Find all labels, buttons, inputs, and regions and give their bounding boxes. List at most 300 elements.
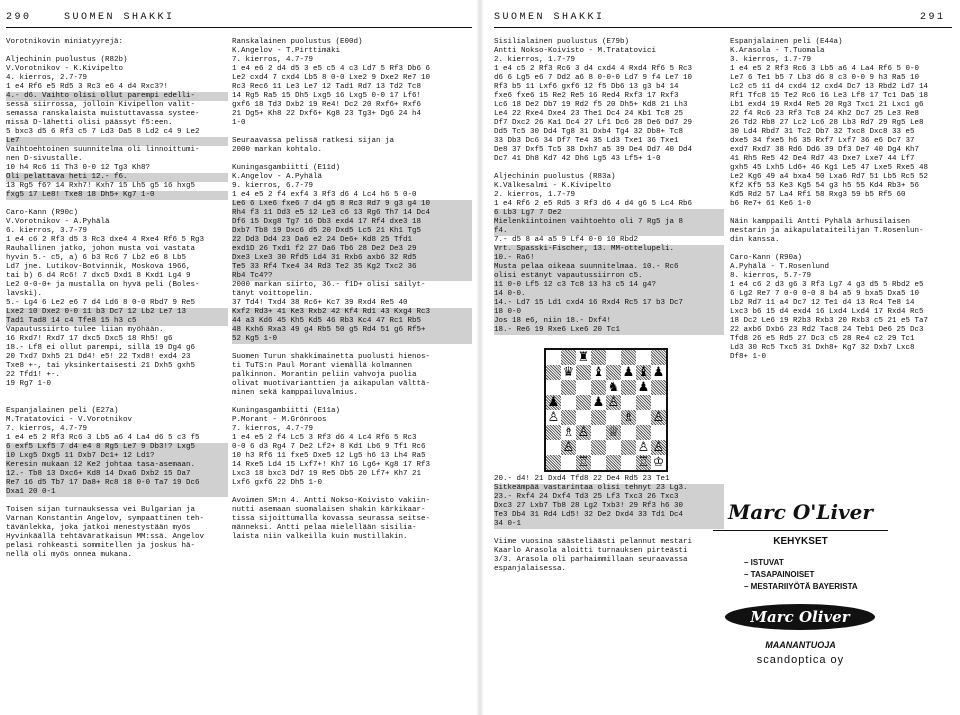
text-line: Seuraavassa pelissä ratkesi sijan ja — [232, 137, 395, 145]
board-square — [636, 410, 651, 425]
paragraph-gap — [6, 200, 228, 209]
text-line: Lxe2 10 Dxe2 0-0 11 b3 Dc7 12 Lb2 Le7 13 — [6, 308, 228, 317]
ad-logo: Marc O'Liver — [728, 500, 873, 524]
text-line: 23.- Rxf4 24 Dxf4 Td3 25 Lf3 Txc3 26 Txc3 — [494, 493, 724, 502]
board-square — [591, 395, 606, 410]
text-line: Dxc3 27 Lxb7 Tb8 28 Lg2 Txb3! 29 Rf3 h6 30 — [494, 502, 724, 511]
text-line: Df6 15 Dxg8 Tg7 16 Db3 exd4 17 Rf4 dxe3 18 — [232, 218, 472, 227]
text-line: 2. kierros, 1.7-79 — [494, 56, 576, 64]
text-line: Te3 Db4 31 Rd4 Ld5! 32 De2 Dxd4 33 Td1 Dc4 — [494, 511, 724, 520]
text-line: 5 bxc3 d5 6 Rf3 c5 7 Ld3 Da5 8 Ld2 c4 9 Le2 — [6, 128, 200, 136]
board-square — [651, 440, 666, 455]
board-square — [546, 440, 561, 455]
paragraph-gap — [232, 155, 472, 164]
text-line: nellä oli myös onnea mukana. — [6, 551, 133, 559]
text-line: P.Morant - M.Grönroos — [232, 416, 327, 424]
board-square — [576, 440, 591, 455]
paragraph-gap — [232, 128, 472, 137]
chess-piece: ♝ — [637, 365, 650, 380]
text-line: Vrt. Spasski-Fischer, 13. MM-ottelupeli. — [494, 245, 724, 254]
article-column-1 — [6, 38, 228, 560]
text-line: De8 37 Dxf5 Tc5 38 Dxh7 a5 39 De4 Dd7 40 Dd4 — [494, 146, 693, 154]
board-square — [636, 440, 651, 455]
text-line: Le7 — [6, 137, 228, 146]
text-line: männeksi. Antti pelaa mielellään sisilia- — [232, 524, 417, 532]
text-line: exd7 Rxd7 38 Rd6 Dd6 39 Df3 De7 40 Dg4 Kh7 — [730, 146, 920, 154]
ad-oval-logo: Marc Oliver — [725, 604, 875, 630]
board-square — [576, 395, 591, 410]
text-line: b6 Re7+ 61 Ke6 1-0 — [730, 200, 812, 208]
text-line: Antti Nokso-Koivisto - M.Tratatovici — [494, 47, 657, 55]
board-square — [606, 380, 621, 395]
board-square — [606, 365, 621, 380]
board-square — [606, 425, 621, 440]
text-line: 1 e4 e5 2 f4 exf4 3 Rf3 d6 4 Lc4 h6 5 0-0 — [232, 191, 417, 199]
text-line: fxg5 17 Le8! Txe8 18 Dh5+ Kg7 1-0 — [6, 191, 228, 200]
text-line: Vapautussiirto tulee liian myöhään. — [6, 326, 164, 334]
paragraph-gap — [494, 529, 724, 538]
text-line: 2000 markan kohtalo. — [232, 146, 323, 154]
text-line: sessä siirrossa, jolloin Kivipellon valit- — [6, 101, 196, 109]
text-line: Toisen sijan turnauksessa vei Bulgarian ja — [6, 506, 196, 514]
text-line: tissa sijoittumalla kovassa seurassa seitse- — [232, 515, 431, 523]
board-square — [576, 455, 591, 470]
paragraph-gap — [6, 398, 228, 407]
text-line: 3. kierros, 1.7-79 — [730, 56, 812, 64]
text-line: semassa ranskalaista muistuttavassa systee- — [6, 110, 200, 118]
text-line: Rh4 f3 11 Dd3 e5 12 Le3 c6 13 Rg6 Th7 14 Dc4 — [232, 209, 472, 218]
text-line: 4.- d6. Vaihto olisi ollut parempi edelli- — [6, 92, 228, 101]
text-line: 2. kierros, 1.7-79 — [494, 191, 576, 199]
chess-piece: ♔ — [652, 455, 665, 470]
board-square — [636, 365, 651, 380]
text-line: 1 e4 c6 2 Rf3 d5 3 Rc3 dxe4 4 Rxe4 Rf6 5 Rg3 — [6, 236, 205, 244]
chess-piece: ♟ — [637, 380, 650, 395]
text-line: 10 Lxg5 Dxg5 11 Dxb7 Dc1+ 12 Ld1? — [6, 452, 228, 461]
board-square — [561, 425, 576, 440]
text-line: Le2 cxd4 7 cxd4 Lb5 8 0-0 Lxe2 9 Dxe2 Re7 10 — [232, 74, 431, 82]
chess-piece: ♙ — [637, 440, 650, 455]
text-line: 14 0-0. — [494, 290, 724, 299]
text-line: Musta pelaa oikeaa suunnitelmaa. 10.- Rc6 — [494, 263, 724, 272]
text-line: Ld3 30 Rc5 Txc5 31 Dxh8+ Kg7 32 Dxb7 Lxc8 — [730, 344, 915, 352]
text-line: 34 0-1 — [494, 520, 724, 529]
text-line: 10 h4 Rc6 11 Th3 0-0 12 Tg3 Kh8? — [6, 164, 151, 172]
text-line: 8. kierros, 5.7-79 — [730, 272, 812, 280]
paragraph-gap — [6, 497, 228, 506]
text-line: 16 Rxd7! Rxd7 17 dxc5 Dxc5 18 Rh5! g6 — [6, 335, 173, 343]
text-line: Te5 33 Rf4 Txe4 34 Rd3 Te2 35 Kg2 Txc2 36 — [232, 263, 472, 272]
board-square — [561, 395, 576, 410]
text-line: 6 Lg2 Re7 7 0-0 0-0 8 b4 a5 9 bxa5 Dxa5 10 — [730, 290, 920, 298]
text-line: Jos 18 e6, niin 18.- Dxf4! — [494, 317, 724, 326]
text-line: Rf1 Tfc8 15 Te2 Rc6 16 Le3 Lf8 17 Tc1 Da5 18 — [730, 92, 929, 100]
text-line: 2000 markan siirto, 36.- f1D+ olisi säilyt- — [232, 281, 426, 289]
text-line: 37 Td4! Txd4 38 Rc6+ Kc7 39 Rxd4 Re5 40 — [232, 299, 408, 307]
text-line: mestarin ja aikapulataiteilijan T.Rosenlun- — [730, 227, 924, 235]
text-line: 7. kierros, 4.7-79 — [6, 425, 88, 433]
chess-piece: ♙ — [607, 395, 620, 410]
text-line: A.Pyhälä - T.Rosenlund — [730, 263, 830, 271]
text-line: K.Välkesalmi - K.Kivipelto — [494, 182, 612, 190]
board-square — [591, 365, 606, 380]
text-line: 1 e4 c5 2 Rf3 Rc6 3 d4 cxd4 4 Rxd4 Rf6 5 Rc3 — [494, 65, 693, 73]
text-line: Lxf6 gxf6 22 Dh5 1-0 — [232, 479, 323, 487]
text-line: M.Tratatovici - V.Vorotnikov — [6, 416, 133, 424]
chess-piece: ♟ — [547, 395, 560, 410]
text-line: 1 e4 e5 2 Rf3 Rc6 3 Lb5 a6 4 La4 d6 5 c3 f5 — [6, 434, 200, 442]
board-square — [546, 395, 561, 410]
board-square — [621, 440, 636, 455]
board-square — [591, 380, 606, 395]
board-square — [651, 380, 666, 395]
text-line: olivat muotivarianttien ja aikapulan välttä- — [232, 380, 431, 388]
text-line: 4. kierros, 2.7-79 — [6, 74, 88, 82]
text-line: Le2 Kg6 49 a4 bxa4 50 Lxa6 Rd7 51 Lb5 Rc5 52 — [730, 173, 929, 181]
text-line: Ld7 jne. Lutikov-Botvinnik, Moskova 1966, — [6, 263, 191, 271]
chess-piece: ♙ — [652, 440, 665, 455]
left-page-number: 290 — [6, 12, 32, 23]
text-line: 0-0 6 d3 Rg4 7 De2 Lf2+ 8 Kd1 Lb6 9 Tf1 Rc6 — [232, 443, 426, 451]
text-line: espanjalaisessa. — [494, 565, 567, 573]
text-line: Hyvinkäällä tehtäväratkaisun MM:ssä. Angelov — [6, 533, 205, 541]
board-square — [651, 425, 666, 440]
text-line: Le6 6 Lxe6 fxe6 7 d4 g5 8 Rc3 Rd7 9 g3 g4 10 — [232, 200, 472, 209]
ad-importer-name: scandoptica oy — [756, 654, 845, 666]
text-line: 44 a3 Kd6 45 Kh5 Kd5 46 Rb3 Kc4 47 Rc1 Rb5 — [232, 317, 472, 326]
text-line: hyvin 5.- c5, a) 6 b3 Rc6 7 Lb2 e6 8 Lb5 — [6, 254, 187, 262]
text-line: Lb1 exd4 19 Rxd4 Re5 20 Rg3 Txc1 21 Lxc1 g6 — [730, 101, 924, 109]
text-line: ti TuTS:n Paul Morant viemällä kolmannen — [232, 362, 413, 370]
paragraph-gap — [6, 47, 228, 56]
chess-piece: ♙ — [577, 425, 590, 440]
text-line: Le2 0-0-0+ ja mustalla on hyvä peli (Boles- — [6, 281, 200, 289]
board-square — [591, 455, 606, 470]
text-line: Tad1 Tad8 14 c4 Tfe8 15 h3 c5 — [6, 317, 228, 326]
text-line: 1 e4 e5 2 Rf3 Rc6 3 Lb5 a6 4 La4 Rf6 5 0-0 — [730, 65, 920, 73]
board-square — [591, 350, 606, 365]
text-line: K.Angelov - T.Pirttimäki — [232, 47, 341, 55]
text-line: Rc3 Rec6 11 Le3 Le7 12 Tad1 Rd7 13 Td2 Tc8 — [232, 83, 422, 91]
left-header-rule — [6, 27, 472, 28]
text-line: Caro-Kann (R90c) — [6, 209, 79, 217]
marc-oliver-advertisement — [708, 500, 893, 690]
text-line: 1 e4 c6 2 d3 g6 3 Rf3 Lg7 4 g3 d5 5 Rbd2 e5 — [730, 281, 924, 289]
text-line: Keresin mukaan 12 Ke2 johtaa tasa-asemaan. — [6, 461, 228, 470]
text-line: 26 Td2 Rb8 27 Lc2 Lc6 28 Lb3 Rd7 29 Rg5 Le8 — [730, 119, 924, 127]
text-line: f4. — [494, 227, 724, 236]
right-header-rule — [494, 27, 952, 28]
chess-piece: ♝ — [592, 365, 605, 380]
text-line: 1-0 — [232, 119, 246, 127]
paragraph-gap — [232, 398, 472, 407]
board-square — [621, 350, 636, 365]
board-square — [546, 410, 561, 425]
text-line: K.Arasola - T.Tuomala — [730, 47, 825, 55]
text-line: Df8+ 1-0 — [730, 353, 767, 361]
text-line: Dd5 Tc5 30 Dd4 Tg8 31 Dxb4 Tg4 32 Db8+ Tc8 — [494, 128, 684, 136]
text-line: Dc7 41 Dh8 Kd7 42 Dh6 Lg5 43 Lf5+ 1-0 — [494, 155, 661, 163]
chess-piece: ♖ — [637, 455, 650, 470]
text-line: Tfd8 26 e5 Rd5 27 Dc3 c5 28 Re4 c2 29 Tc1 — [730, 335, 915, 343]
text-line: 20.- d4! 21 Dxd4 Tfd8 22 De4 Rd5 23 Te1 — [494, 475, 670, 483]
text-line: Rf3 b5 11 Lxf6 gxf6 12 f5 Db6 13 g3 b4 14 — [494, 83, 679, 91]
board-square — [651, 365, 666, 380]
text-line: Le7 6 Te1 b5 7 Lb3 d6 8 c3 0-0 9 h3 Ra5 10 — [730, 74, 920, 82]
board-square — [621, 410, 636, 425]
text-line: Espanjalainen peli (E44a) — [730, 38, 843, 46]
chess-piece: ♟ — [622, 365, 635, 380]
text-line: Varnan Konstantin Angelov, sympaattinen teh- — [6, 515, 205, 523]
text-line: tänyt voittopelin. — [232, 290, 314, 298]
paragraph-gap — [6, 389, 228, 398]
chess-piece: ♙ — [547, 410, 560, 425]
text-line: fxe6 fxe6 15 Re2 Re5 16 Red4 Rxf3 17 Rxf3 — [494, 92, 679, 100]
text-line: Avoimen SM:n 4. Antti Nokso-Koivisto vakiin- — [232, 497, 431, 505]
paragraph-gap — [232, 344, 472, 353]
chess-piece: ♙ — [562, 440, 575, 455]
text-line: 14 Rg5 Ra5 15 Dh5 Lxg5 16 Lxg5 0-0 17 Lf6! — [232, 92, 422, 100]
board-square — [621, 455, 636, 470]
text-line: Lxc3 18 bxc3 Dd7 19 Re5 Db5 20 Lf7+ Kh7 21 — [232, 470, 422, 478]
text-line: 12.- Tb8 13 Dxc6+ Kd8 14 Dxa6 Dxb2 15 Da7 — [6, 470, 228, 479]
board-square — [546, 350, 561, 365]
board-square — [546, 380, 561, 395]
text-line: Aljechinin puolustus (R83a) — [494, 173, 616, 181]
text-line: tävänlekka, joka jatkoi menestystään myös — [6, 524, 191, 532]
text-line: din kanssa. — [730, 236, 780, 244]
board-square — [621, 425, 636, 440]
chess-piece: ♟ — [592, 395, 605, 410]
article-column-3-top — [494, 38, 724, 335]
text-line: 14.- Ld7 15 Ld1 cxd4 16 Rxd4 Rc5 17 b3 Dc7 — [494, 299, 724, 308]
text-line: pelasi rohkeasti sommitellen ja joskus hä- — [6, 542, 196, 550]
text-line: Txe8 +-, tai yksinkertaisesti 21 Dxh5 gxh5 — [6, 362, 196, 370]
text-line: nutti asemaan suomalaisen shakin kärkikaar- — [232, 506, 426, 514]
ad-bullet: – MESTARIIYÖTÄ BAYERISTA — [744, 582, 858, 591]
chess-piece: ♕ — [607, 425, 620, 440]
text-line: palkinnon. Morantin peliin vahvoja puolia — [232, 371, 417, 379]
text-line: Lxc3 b6 15 d4 exd4 16 Lxd4 Lxd4 17 Rxd4 Rc5 — [730, 308, 924, 316]
text-line: 3/3. Arasola oli parhaimmillaan seuraavassa — [494, 556, 688, 564]
text-line: Lb2 Rd7 11 a4 Dc7 12 Te1 d4 13 Rc4 Te8 14 — [730, 299, 915, 307]
paragraph-gap — [730, 209, 955, 218]
text-line: Vaihtoehtoinen suunnitelma oli linnoittumi- — [6, 146, 200, 154]
text-line: 10.- Ra6! — [494, 254, 724, 263]
board-square — [606, 455, 621, 470]
text-line: tai b) 6 d4 Rc6! 7 dxc5 Dxd1 8 Kxd1 Lg4 9 — [6, 272, 191, 280]
ad-bullet: – ISTUVAT — [744, 558, 784, 567]
chess-diagram — [544, 348, 668, 472]
text-line: Suomen Turun shakkimainetta puolusti hienos- — [232, 353, 431, 361]
paragraph-gap — [232, 488, 472, 497]
text-line: 20 Txd7 Dxh5 21 Dd4! e5! 22 Txd8! exd4 23 — [6, 353, 191, 361]
right-page-number: 291 — [920, 12, 946, 23]
board-square — [621, 380, 636, 395]
board-square — [606, 395, 621, 410]
board-square — [561, 410, 576, 425]
board-square — [636, 425, 651, 440]
text-line: Aljechinin puolustus (R82b) — [6, 56, 128, 64]
board-square — [576, 365, 591, 380]
text-line: 22 f4 Rc6 23 Rf3 Tc8 24 Kh2 Dc7 25 Le3 Re8 — [730, 110, 920, 118]
text-line: lavski). — [6, 290, 43, 298]
text-line: 1 e4 Rf6 2 e5 Rd5 3 Rf3 d6 4 d4 g6 5 Lc4 Rb6 — [494, 200, 693, 208]
text-line: Kd5 Rd2 57 La4 Rf1 58 Rxg3 59 b5 Rf5 60 — [730, 191, 906, 199]
text-line: Ranskalainen puolustus (E00d) — [232, 38, 363, 46]
text-line: 30 Ld4 Rbd7 31 Tc2 Db7 32 Txc8 Dxc8 33 e5 — [730, 128, 915, 136]
board-square — [636, 395, 651, 410]
board-square — [636, 380, 651, 395]
text-line: nen D-sivustalle. — [6, 155, 83, 163]
chess-piece: ♙ — [652, 410, 665, 425]
ad-title: KEHYKSET — [773, 536, 828, 547]
text-line: Re7 16 d5 Tb7 17 Da8+ Rc8 18 0-0 Ta7 19 Dc6 — [6, 479, 228, 488]
board-square — [636, 350, 651, 365]
text-line: Vorotnikovin miniatyyrejä: — [6, 38, 124, 46]
board-square — [576, 410, 591, 425]
text-line: exd1D 26 Txd1 f2 27 Da6 Tb6 28 De2 De3 29 — [232, 245, 472, 254]
board-square — [576, 425, 591, 440]
text-line: missä D-lähetti olisi päässyt f5:een. — [6, 119, 173, 127]
board-square — [561, 350, 576, 365]
text-line: 14 Rxe5 Ld4 15 Lxf7+! Kh7 16 Lg6+ Kg8 17 Rf3 — [232, 461, 431, 469]
text-line: Sisilialainen puolustus (E79b) — [494, 38, 630, 46]
text-line: 7. kierros, 4.7-79 — [232, 56, 314, 64]
board-square — [621, 365, 636, 380]
board-square — [561, 365, 576, 380]
board-square — [606, 440, 621, 455]
text-line: 5.- Lg4 6 Le2 e6 7 d4 Ld6 8 0-0 Rbd7 9 Re5 — [6, 299, 196, 307]
board-square — [576, 350, 591, 365]
board-square — [651, 455, 666, 470]
text-line: Caro-Kann (R90a) — [730, 254, 803, 262]
chess-piece: ♖ — [577, 455, 590, 470]
text-line: 9. kierros, 6.7-79 — [232, 182, 314, 190]
text-line: 19 Rg7 1-0 — [6, 380, 52, 388]
board-square — [606, 410, 621, 425]
text-line: Kuningasgambiitti (E11a) — [232, 407, 341, 415]
text-line: 22 Tfd1! +-. — [6, 371, 61, 379]
text-line: Oli pelattava heti 12.- f6. — [6, 173, 228, 182]
paragraph-gap — [730, 245, 955, 254]
chess-piece: ♟ — [652, 365, 665, 380]
text-line: Dxe3 Lxe3 30 Rfd5 Ld4 31 Rxb6 axb6 32 Rd5 — [232, 254, 472, 263]
board-square — [591, 440, 606, 455]
text-line: Espanjalainen peli (E27a) — [6, 407, 119, 415]
chess-piece: ♛ — [562, 365, 575, 380]
text-line: 1 e4 e5 2 f4 Lc5 3 Rf3 d6 4 Lc4 Rf6 5 Rc3 — [232, 434, 417, 442]
text-line: olisi estänyt vapautussiirron c5. — [494, 272, 724, 281]
text-line: 22 axb6 Dxb6 23 Rd2 Tac8 24 Teb1 De6 25 Dc3 — [730, 326, 924, 334]
text-line: Kf2 Kf5 53 Ke3 Kg5 54 g3 h5 55 Kd4 Rb3+ 56 — [730, 182, 920, 190]
text-line: 6. kierros, 3.7-79 — [6, 227, 88, 235]
text-line: 18.- Lf8 ei ollut parempi, sillä 19 Dg4 g6 — [6, 344, 196, 352]
text-line: Rauhallinen jatko, johon musta voi vastata — [6, 245, 196, 253]
board-square — [636, 455, 651, 470]
left-header-title: SUOMEN SHAKKI — [64, 12, 175, 23]
article-column-2 — [232, 38, 472, 542]
chess-piece: ♗ — [622, 410, 635, 425]
text-line: K.Angelov - A.Pyhälä — [232, 173, 323, 181]
board-square — [561, 440, 576, 455]
text-line: 1 e4 Rf6 e5 Rd5 3 Rc3 e6 4 d4 Rxc3?! — [6, 83, 169, 91]
text-line: Lc2 c5 11 d4 cxd4 12 cxd4 Dc7 13 Rbd2 Ld7 14 — [730, 83, 929, 91]
text-line: 6 exf5 Lxf5 7 d4 e4 8 Rg5 Le7 9 Db3!? Lxg5 — [6, 443, 228, 452]
text-line: 10 h3 Rf6 11 fxe5 Dxe5 12 Lg5 h6 13 Lh4 Ra5 — [232, 452, 426, 460]
article-column-3-bottom — [494, 475, 724, 574]
ad-importer-label: MAANANTUOJA — [765, 640, 836, 650]
text-line: 11 0-0 Lf5 12 c3 Tc8 13 h3 c5 14 g4? — [494, 281, 724, 290]
chess-piece: ♜ — [577, 350, 590, 365]
text-line: 21 Dg5+ Kh8 22 Dxf6+ Kg8 23 Tg3+ Dg6 24 h4 — [232, 110, 422, 118]
board-square — [546, 425, 561, 440]
text-line: Le4 22 Rxe4 Dxe4 23 The1 Dc4 24 Kb1 Tc8 25 — [494, 110, 684, 118]
text-line: Dxa1 20 0-1 — [6, 488, 228, 497]
board-square — [546, 455, 561, 470]
board-square — [576, 380, 591, 395]
text-line: Kxf2 Rd3+ 41 Ke3 Rxb2 42 Kf4 Rd1 43 Kxg4 Rc3 — [232, 308, 472, 317]
text-line: 1 e4 e6 2 d4 d5 3 e5 c5 4 c3 Ld7 5 Rf3 Db6 6 — [232, 65, 431, 73]
text-line: 33 Db3 Dc6 34 Df7 Te4 35 Ld3 Txe1 36 Txe1 — [494, 137, 679, 145]
board-square — [651, 350, 666, 365]
text-line: 6 Lb3 Lg7 7 De2 — [494, 209, 724, 218]
text-line: Kaarlo Arasola aloitti turnauksen pirteästi — [494, 547, 688, 555]
article-column-4 — [730, 38, 955, 362]
text-line: minen sekä kamppailuvalmius. — [232, 389, 359, 397]
text-line: V.Vorotnikov - K.Kivipelto — [6, 65, 124, 73]
text-line: 18 Dc2 Le6 19 R2b3 Rxb3 20 Rxb3 c5 21 e5 Ta7 — [730, 317, 929, 325]
board-square — [561, 380, 576, 395]
paragraph-gap — [494, 164, 724, 173]
text-line: d6 6 Lg5 e6 7 Dd2 a6 8 0-0-0 Ld7 9 f4 Le7 10 — [494, 74, 693, 82]
board-square — [621, 395, 636, 410]
chess-piece: ♞ — [607, 380, 620, 395]
text-line: 18 0-0 — [494, 308, 724, 317]
chess-piece: ♗ — [562, 425, 575, 440]
text-line: 48 Kxh6 Rxa3 49 g4 Rb5 50 g5 Rd4 51 g6 Rf5+ — [232, 326, 472, 335]
text-line: Rb4 Tc4?? — [232, 272, 472, 281]
board-square — [591, 425, 606, 440]
text-line: V.Vorotnikov - A.Pyhälä — [6, 218, 110, 226]
text-line: gxh5 45 Lxh5 Ld6+ 46 Kg1 Le5 47 Lxe5 Rxe5 48 — [730, 164, 929, 172]
board-square — [591, 410, 606, 425]
board-square — [546, 365, 561, 380]
text-line: 52 Kg5 1-0 — [232, 335, 472, 344]
text-line: laista niin valkeilla kuin mustillakin. — [232, 533, 408, 541]
ad-divider — [713, 530, 888, 531]
text-line: 22 Dd3 Dd4 23 Da6 e2 24 De6+ Kd8 25 Tfd1 — [232, 236, 472, 245]
text-line: 41 Rh5 Re5 42 De4 Rd7 43 Dxe7 Lxe7 44 Lf7 — [730, 155, 915, 163]
text-line: gxf6 18 Td3 Dxb2 19 Re4! Dc2 20 Rxf6+ Rxf6 — [232, 101, 422, 109]
text-line: Df7 Dxc2 26 Ka1 Dc4 27 Lf1 Dc6 28 De6 Dd7 29 — [494, 119, 693, 127]
text-line: dxe5 34 fxe5 h6 35 Rxf7 Lxf7 36 e6 Dc7 37 — [730, 137, 915, 145]
text-line: Dxb7 Tb8 19 Dxc6 d5 20 Dxd5 Lc5 21 Kh1 Tg5 — [232, 227, 472, 236]
board-square — [651, 410, 666, 425]
text-line: Viime vuosina säästeliäästi pelannut mestari — [494, 538, 693, 546]
ad-bullet: – TASAPAINOISET — [744, 570, 815, 579]
text-line: 7.- d5 8 a4 a5 9 Lf4 0-0 10 Rbd2 — [494, 236, 639, 244]
board-square — [651, 395, 666, 410]
text-line: Mielenkiintoinen vaihtoehto oli 7 Rg5 ja 8 — [494, 218, 724, 227]
board-square — [561, 455, 576, 470]
text-line: Näin kamppaili Antti Pyhälä ärhusilaisen — [730, 218, 911, 226]
text-line: Lc6 18 De2 Db7 19 Rd2 f5 20 Dh5+ Kd8 21 Lh3 — [494, 101, 688, 109]
text-line: 13 Rg5 f6? 14 Rxh7! Kxh7 15 Lh5 g5 16 hxg5 — [6, 182, 196, 190]
right-header-title: SUOMEN SHAKKI — [494, 12, 605, 23]
text-line: Sitkeämpää vastarintaa olisi tehnyt 23 Lg3. — [494, 484, 724, 493]
board-square — [606, 350, 621, 365]
